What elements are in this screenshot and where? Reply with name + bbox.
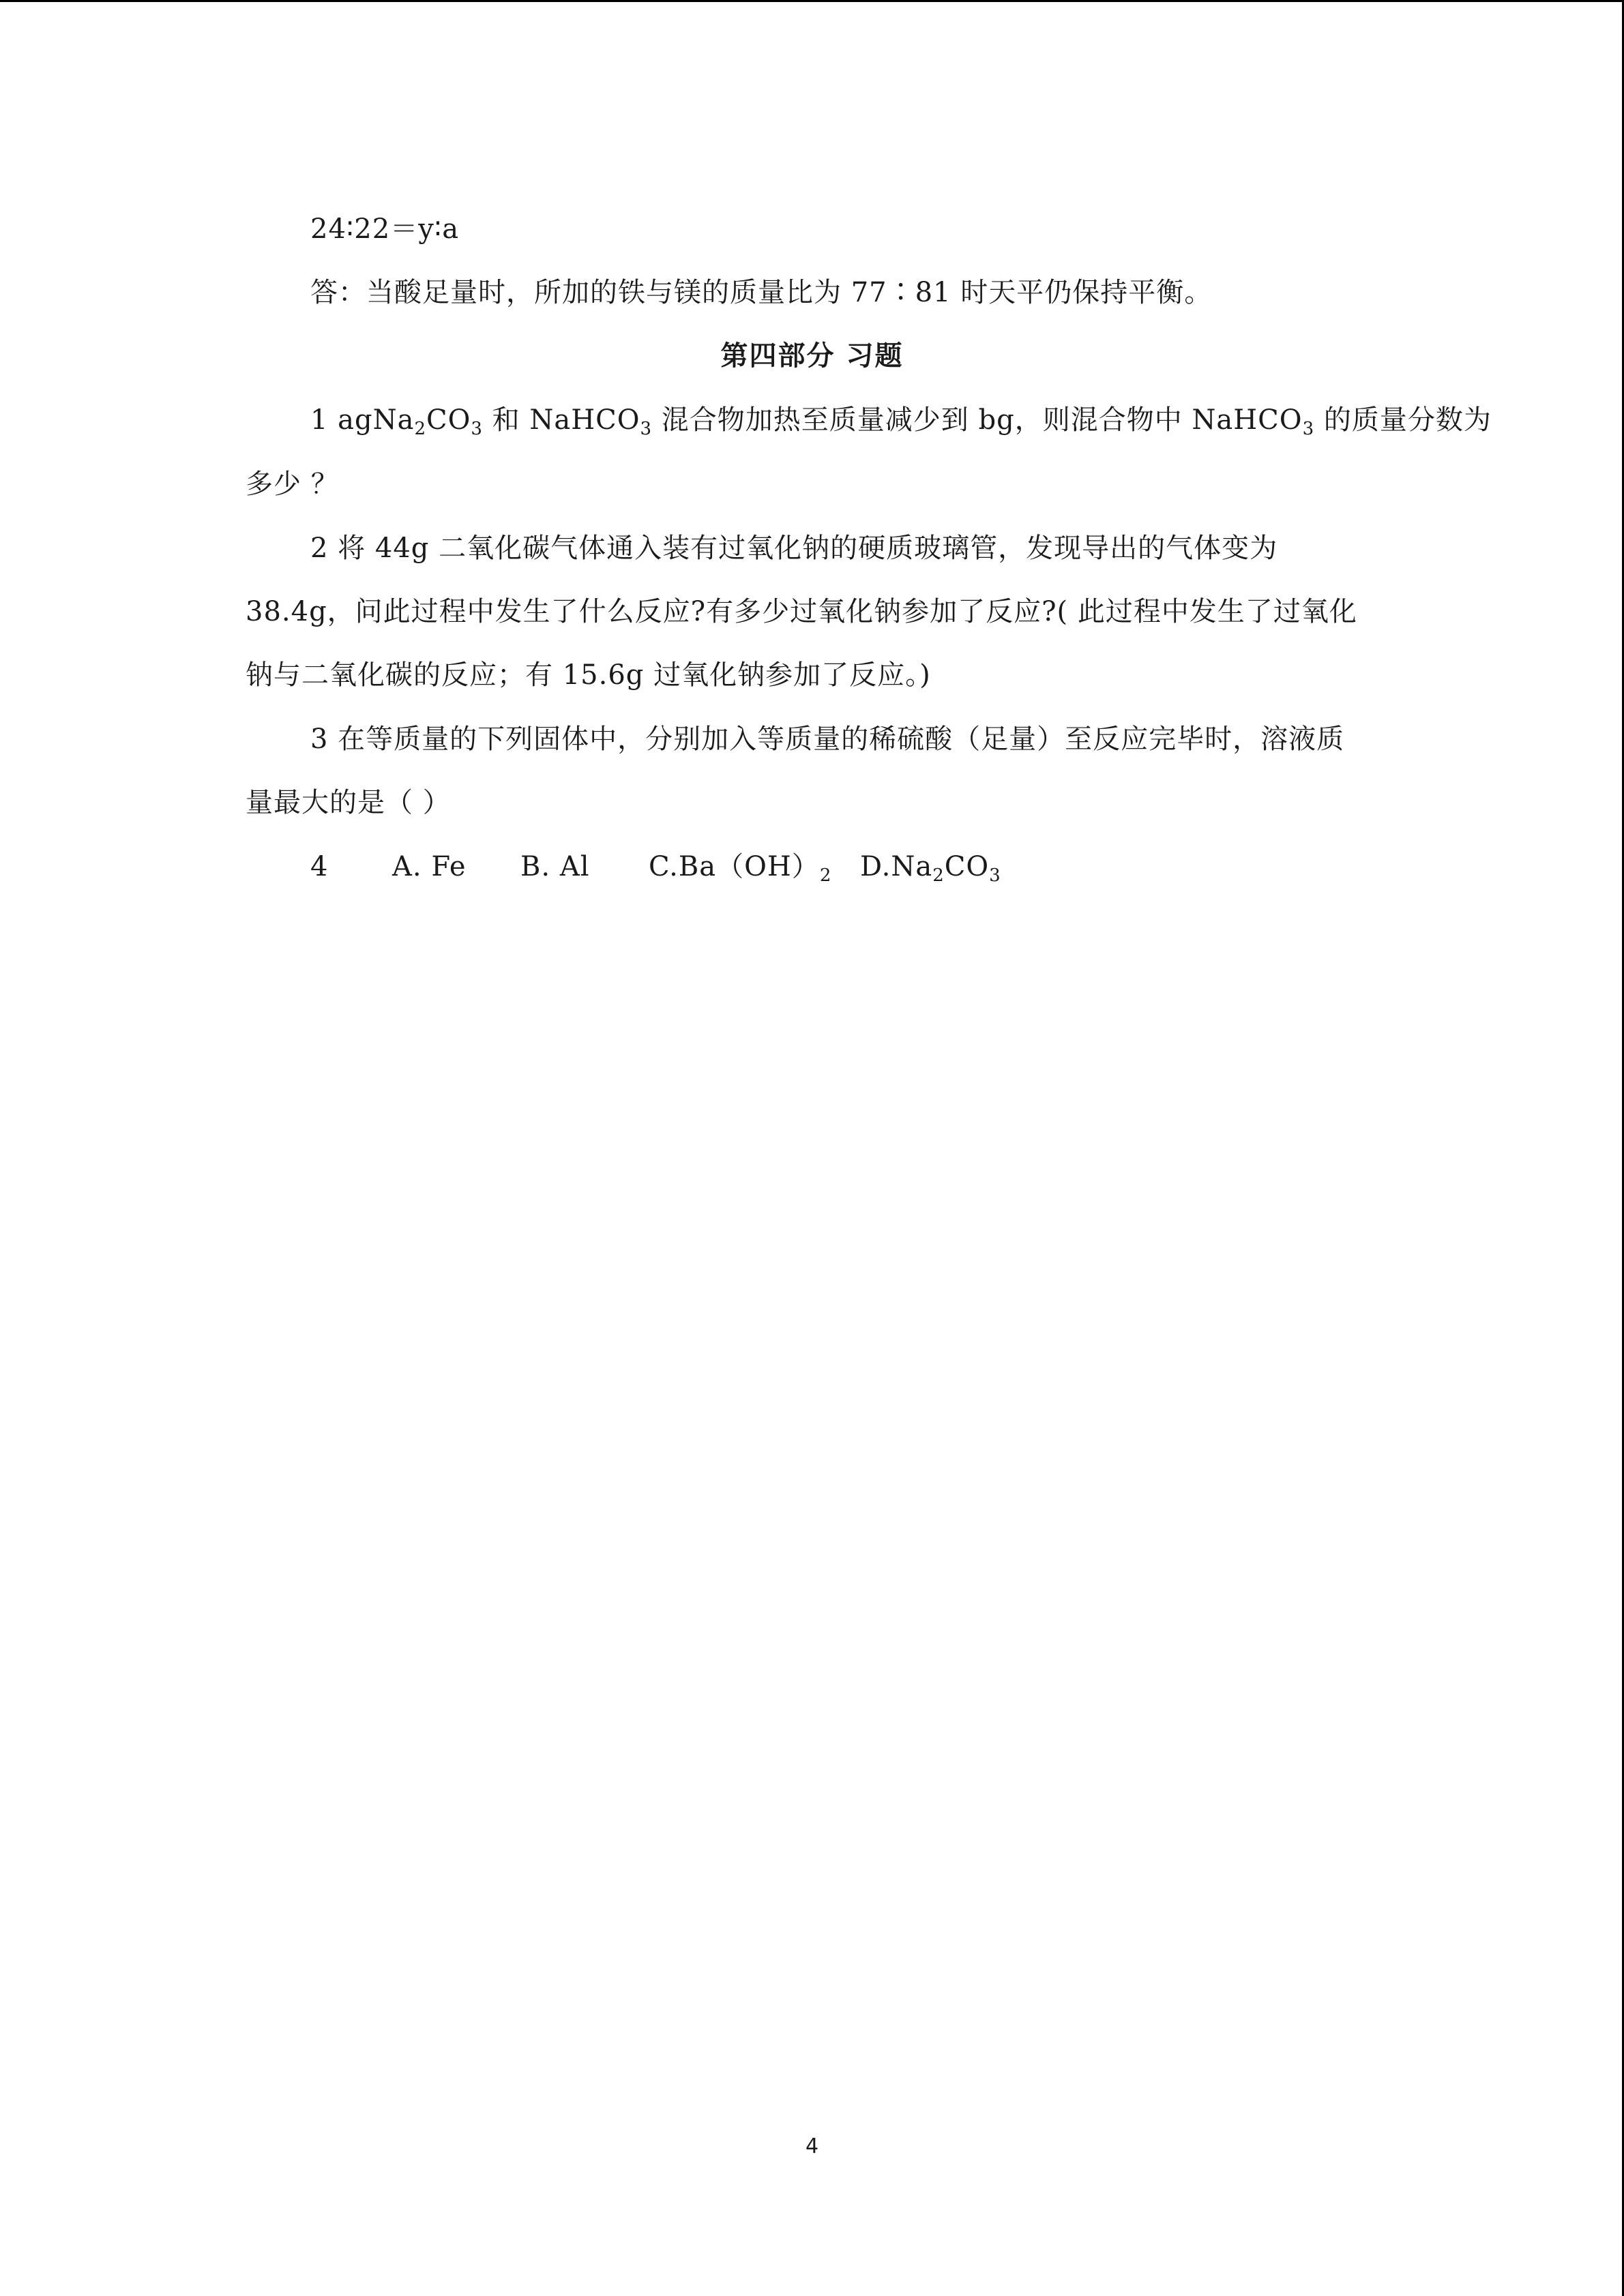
q4-option-a: A. Fe xyxy=(392,851,467,882)
section-title: 第四部分 习题 xyxy=(720,340,904,372)
question-2-line-2: 38.4g，问此过程中发生了什么反应?有多少过氧化钠参加了反应?( 此过程中发生了过氧化 xyxy=(246,596,1357,627)
question-1-line-2: 多少 ？ xyxy=(246,468,339,500)
q4-option-d-text: D.Na xyxy=(860,851,933,882)
question-2-line-1: 2 将 44g 二氧化碳气体通入装有过氧化钠的硬质玻璃管，发现导出的气体变为 xyxy=(310,533,1278,564)
question-3-line-1: 3 在等质量的下列固体中，分别加入等质量的稀硫酸（足量）至反应完毕时，溶液质 xyxy=(310,724,1345,755)
q4-option-d-sub-1: 2 xyxy=(932,865,945,886)
question-2-line-3: 钠与二氧化碳的反应；有 15.6g 过氧化钠参加了反应。) xyxy=(246,659,931,691)
q4-option-d-mid: CO xyxy=(944,851,990,882)
q1-sub-2: 3 xyxy=(471,419,483,439)
answer-line: 答：当酸足量时，所加的铁与镁的质量比为 77∶81 时天平仍保持平衡。 xyxy=(310,277,1213,308)
q4-number: 4 xyxy=(310,851,329,882)
page-number: 4 xyxy=(805,2134,819,2158)
q4-option-d-sub-2: 3 xyxy=(989,865,1001,886)
q4-option-c xyxy=(649,850,860,886)
q1-sub-4: 3 xyxy=(1302,419,1315,439)
q4-option-b: B. Al xyxy=(520,851,590,882)
q4-option-d xyxy=(860,850,1001,886)
q1-text-b: CO xyxy=(426,404,471,436)
q1-sub-3: 3 xyxy=(640,419,653,439)
q1-text-a: 1 agNa xyxy=(310,404,415,436)
question-3-line-2: 量最大的是（ ） xyxy=(246,787,451,818)
q1-text-e: 的质量分数为 xyxy=(1314,404,1492,436)
question-1-line-1 xyxy=(310,404,1492,439)
ratio-line: 24∶22＝y∶a xyxy=(310,213,460,245)
q4-option-c-text: C.Ba（OH） xyxy=(649,851,820,882)
q1-sub-1: 2 xyxy=(414,419,427,439)
q1-text-d: 混合物加热至质量减少到 bg，则混合物中 NaHCO xyxy=(652,404,1303,436)
question-4-options xyxy=(310,850,1001,886)
q4-option-c-sub: 2 xyxy=(819,865,832,886)
q1-text-c: 和 NaHCO xyxy=(482,404,640,436)
page-border-top xyxy=(0,0,1624,2)
